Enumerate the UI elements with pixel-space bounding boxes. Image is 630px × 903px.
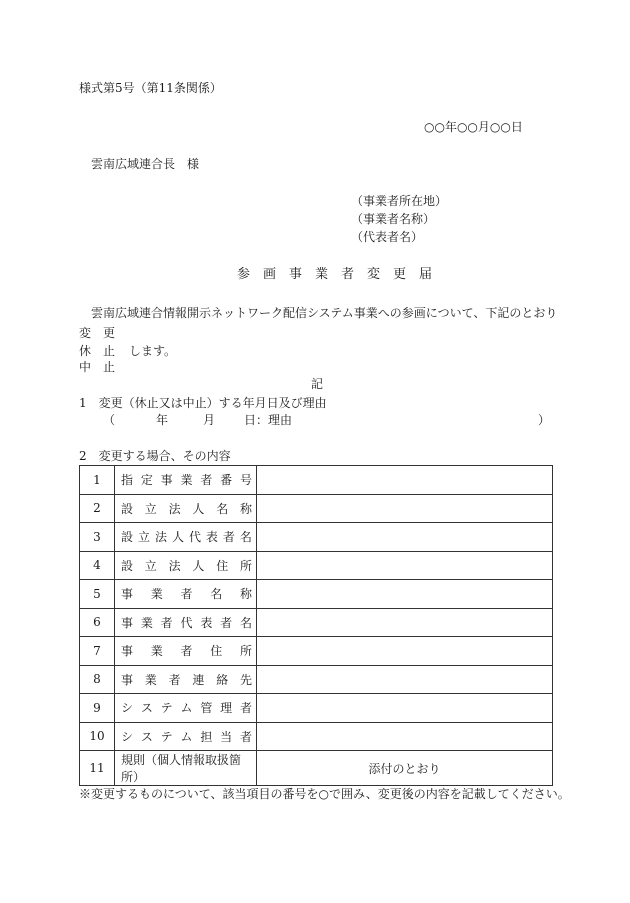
row-label: [115, 523, 257, 552]
recipient: 雲南広域連合長 様: [91, 157, 200, 171]
table-row: [80, 722, 553, 751]
applicant-name: （事業者名称）: [351, 212, 436, 226]
row-label: [115, 466, 257, 495]
row-value[interactable]: [257, 608, 553, 637]
row-number: 10: [80, 722, 115, 751]
table-row: [80, 637, 553, 666]
row-number: 8: [80, 665, 115, 694]
row-number: 2: [80, 494, 115, 523]
row-label-text: シ ス テ ム 管 理 者: [121, 701, 252, 716]
row-label-text: 事 業 者 代 表 者 名: [121, 615, 252, 630]
row-number: 3: [80, 523, 115, 552]
row-label: [115, 494, 257, 523]
table-row: [80, 580, 553, 609]
row-label: [115, 637, 257, 666]
section2-heading: 2 変更する場合、その内容: [79, 449, 231, 463]
change-items-table: [79, 465, 553, 786]
row-value[interactable]: [257, 580, 553, 609]
body-text: 雲南広域連合情報開示ネットワーク配信システム事業への参画について、下記のとおり: [91, 306, 558, 320]
table-row: [80, 665, 553, 694]
row-value[interactable]: [257, 551, 553, 580]
table-row: [80, 494, 553, 523]
option-change: 変 更: [79, 326, 116, 340]
table-row: [80, 751, 553, 786]
table-row: [80, 523, 553, 552]
row-label: [115, 608, 257, 637]
row-number: 1: [80, 466, 115, 495]
row-label-text: 設 立 法 人 住 所: [121, 558, 252, 573]
row-value[interactable]: [257, 694, 553, 723]
row-label-text: 設 立 法 人 代 表 者 名: [121, 530, 252, 545]
row-number: 11: [80, 751, 115, 786]
section1-heading: 1 変更（休止又は中止）する年月日及び理由: [79, 396, 327, 410]
row-label: [115, 665, 257, 694]
section1-open-paren: （: [103, 413, 116, 427]
section1-year: 年: [156, 413, 169, 427]
row-value[interactable]: [257, 722, 553, 751]
applicant-address: （事業者所在地）: [351, 194, 448, 208]
document-title: 参 画 事 業 者 変 更 届: [237, 267, 433, 282]
option-stop: 中 止: [79, 360, 116, 374]
option-suspend: 休 止: [79, 344, 116, 358]
row-label-text: 指 定 事 業 者 番 号: [121, 473, 252, 488]
ki-mark: 記: [311, 377, 324, 391]
row-value[interactable]: [257, 523, 553, 552]
row-label: [115, 722, 257, 751]
row-label-text: シ ス テ ム 担 当 者: [121, 729, 252, 744]
row-value[interactable]: 添付のとおり: [257, 751, 553, 786]
table-row: [80, 551, 553, 580]
section1-close-paren: ）: [538, 413, 551, 427]
row-number: 9: [80, 694, 115, 723]
applicant-representative: （代表者名）: [351, 230, 424, 244]
row-value[interactable]: [257, 494, 553, 523]
note: ※変更するものについて、該当項目の番号を○で囲み、変更後の内容を記載してください。: [79, 787, 570, 801]
row-value[interactable]: [257, 637, 553, 666]
row-label-text: 事 業 者 名 称: [121, 587, 252, 602]
date-line: ○○年○○月○○日: [424, 120, 523, 134]
row-label-text: 事 業 者 連 絡 先: [121, 672, 252, 687]
table-row: [80, 608, 553, 637]
section1-day-reason: 日：理由: [244, 413, 293, 427]
row-label: [115, 551, 257, 580]
row-label: [115, 580, 257, 609]
row-number: 4: [80, 551, 115, 580]
table-row: [80, 466, 553, 495]
row-label-text: 設 立 法 人 名 称: [121, 501, 252, 516]
row-label-text: 規則（個人情報取扱箇所）: [121, 753, 242, 784]
options-suffix: します。: [129, 344, 177, 358]
row-label: [115, 751, 257, 786]
row-label-text: 事 業 者 住 所: [121, 644, 252, 659]
table-row: [80, 694, 553, 723]
form-number: 様式第5号（第11条関係）: [79, 81, 222, 95]
row-value[interactable]: [257, 665, 553, 694]
section1-month: 月: [203, 413, 216, 427]
row-number: 6: [80, 608, 115, 637]
row-label: [115, 694, 257, 723]
row-value[interactable]: [257, 466, 553, 495]
row-number: 5: [80, 580, 115, 609]
row-number: 7: [80, 637, 115, 666]
